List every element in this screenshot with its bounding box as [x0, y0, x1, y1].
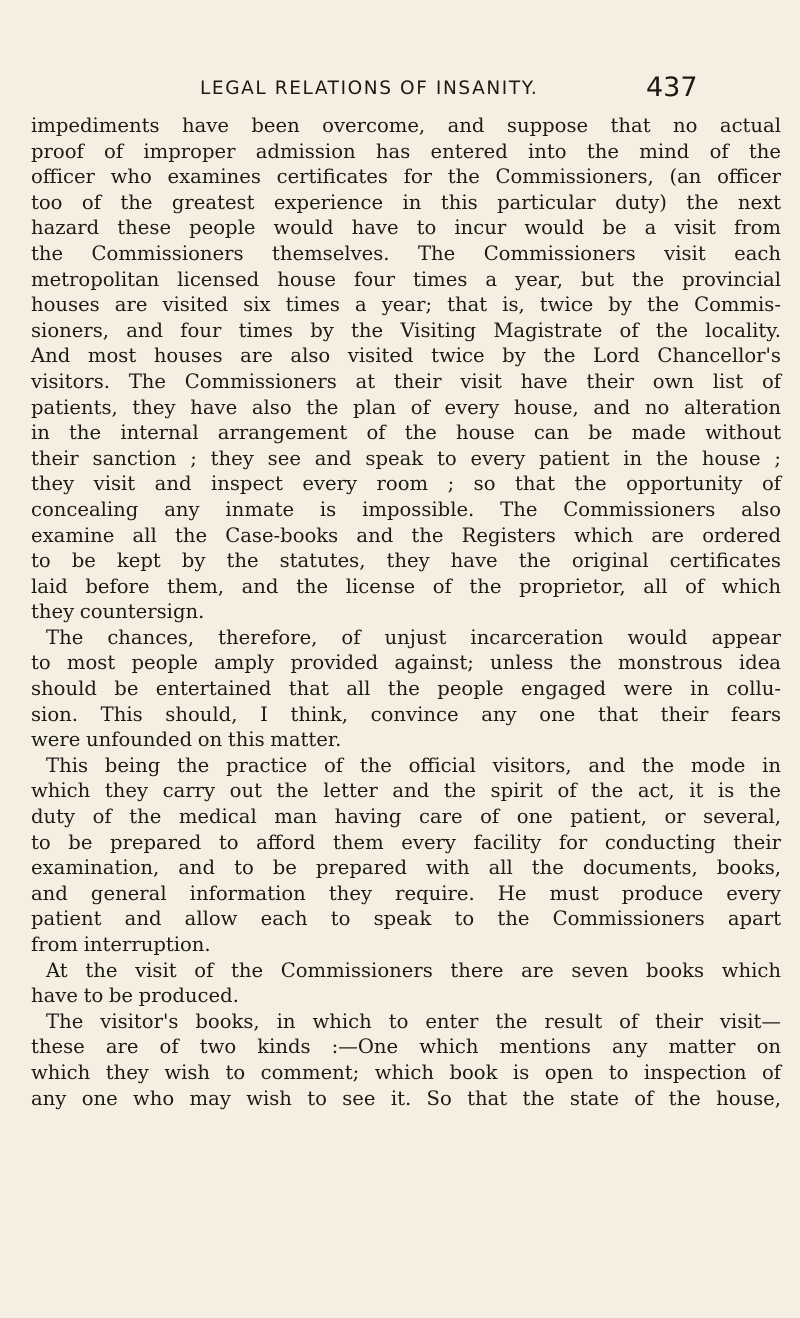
text-line: should be entertained that all the people engaged were in collu- — [31, 677, 781, 701]
text-line: they countersign. — [31, 600, 205, 624]
text-line: which they wish to comment; which book is open to inspection of — [31, 1060, 781, 1084]
text-line: The chances, therefore, of unjust incarceration would appear — [46, 625, 781, 649]
text-line: proof of improper admission has entered into the mind of the — [31, 139, 781, 163]
text-line: And most houses are also visited twice by the Lord Chancellor's — [31, 344, 781, 368]
text-line: metropolitan licensed house four times a year, but the provincial — [31, 267, 781, 291]
text-line: to be kept by the statutes, they have the original certificates — [31, 549, 781, 573]
text-line: which they carry out the letter and the spirit of the act, it is the — [31, 779, 781, 803]
running-head — [200, 72, 760, 112]
text-line: they visit and inspect every room ; so that the opportunity of — [31, 472, 781, 496]
text-line: in the internal arrangement of the house can be made without — [31, 421, 781, 445]
text-line: visitors. The Commissioners at their visit have their own list of — [31, 369, 781, 393]
text-line: to most people amply provided against; unless the monstrous idea — [31, 651, 781, 675]
text-line: examine all the Case-books and the Registers which are ordered — [31, 523, 781, 547]
text-line: the Commissioners themselves. The Commissioners visit each — [31, 241, 781, 265]
text-line: This being the practice of the official visitors, and the mode in — [46, 753, 781, 777]
text-line: and general information they require. He must produce every — [31, 881, 781, 905]
running-title: LEGAL RELATIONS OF INSANITY. — [200, 78, 539, 99]
text-line: laid before them, and the license of the proprietor, all of which — [31, 574, 781, 598]
text-line: The visitor's books, in which to enter the result of their visit— — [46, 1009, 781, 1033]
text-line: examination, and to be prepared with all the documents, books, — [31, 856, 781, 880]
text-line: houses are visited six times a year; that is, twice by the Commis- — [31, 293, 781, 317]
text-line: impediments have been overcome, and suppose that no actual — [31, 114, 781, 137]
text-line: patient and allow each to speak to the Commissioners apart — [31, 907, 781, 931]
text-line: duty of the medical man having care of one patient, or several, — [31, 805, 781, 829]
text-line: from interruption. — [31, 933, 211, 956]
text-line: too of the greatest experience in this particular duty) the next — [31, 190, 781, 214]
page-number: 437 — [646, 72, 698, 103]
text-line: sion. This should, I think, convince any one that their fears — [31, 702, 781, 726]
body-text — [31, 113, 781, 1111]
text-line: any one who may wish to see it. So that the state of the house, — [31, 1086, 781, 1110]
text-line: have to be produced. — [31, 984, 239, 1008]
text-line: these are of two kinds :—One which mentions any matter on — [31, 1035, 781, 1059]
text-line: hazard these people would have to incur would be a visit from — [31, 216, 781, 240]
text-line: officer who examines certificates for the Commissioners, (an officer — [31, 165, 781, 189]
text-line: At the visit of the Commissioners there are seven books which — [46, 958, 781, 982]
text-line: were unfounded on this matter. — [31, 728, 342, 752]
text-line: concealing any inmate is impossible. The Commissioners also — [31, 497, 781, 521]
text-line: to be prepared to afford them every facility for conducting their — [31, 830, 781, 854]
text-line: their sanction ; they see and speak to every patient in the house ; — [31, 446, 781, 470]
text-line: patients, they have also the plan of every house, and no alteration — [31, 395, 781, 419]
text-line: sioners, and four times by the Visiting Magistrate of the locality. — [31, 318, 781, 342]
